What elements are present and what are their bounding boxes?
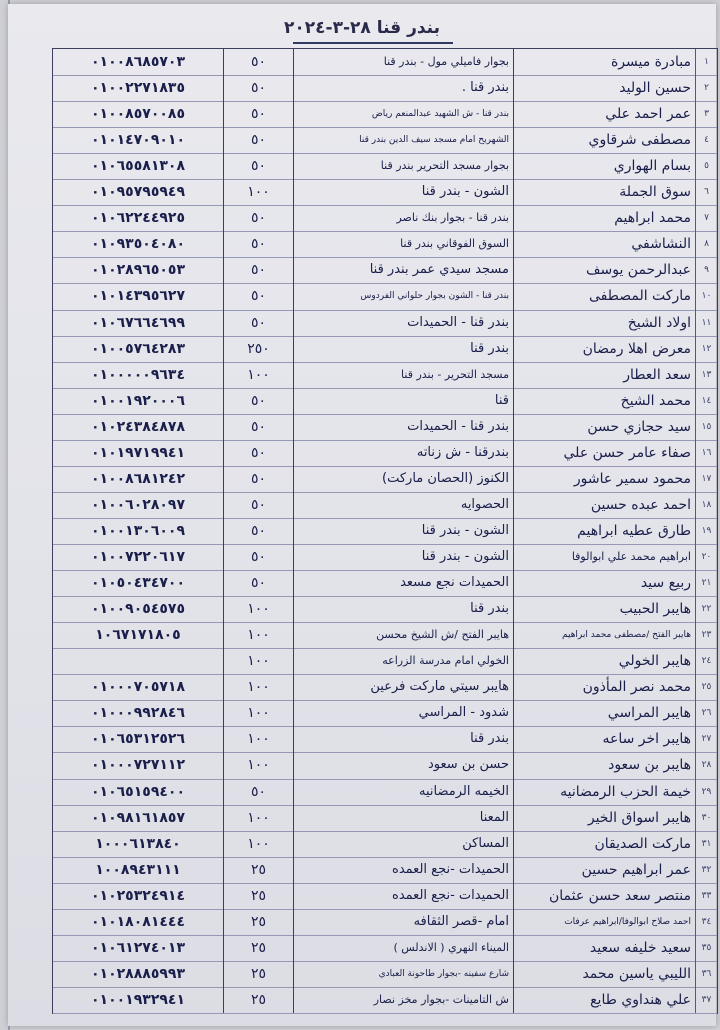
amount: ٥٠ <box>223 231 293 257</box>
amount: ٥٠ <box>223 518 293 544</box>
phone-number: ٠١٠١٨٠٨١٤٤٤ <box>91 913 185 930</box>
shop-name: منتصر سعد حسن عثمان <box>513 883 695 909</box>
row-number: ٢٠ <box>695 544 717 570</box>
phone-number: ٠١٠٠٠٧٢٧١١٢ <box>91 757 185 774</box>
amount: ٥٠ <box>223 570 293 596</box>
shop-name: ماركت الصديقان <box>513 831 695 857</box>
table-row <box>53 935 717 962</box>
amount: ٥٠ <box>223 544 293 570</box>
shop-name: هايبر الفتح /مصطفى محمد ابراهيم <box>513 622 695 648</box>
table-row <box>53 779 717 806</box>
table-row <box>53 205 717 232</box>
table-row <box>53 909 717 936</box>
shop-name: سعد العطار <box>513 362 695 388</box>
table-row <box>53 857 717 884</box>
phone-number: ١٠٠٨٩٤٣١١١ <box>95 861 181 878</box>
shop-name: ماركت المصطفى <box>513 283 695 309</box>
table-row <box>53 257 717 284</box>
shop-address: مسجد سيدي عمر بندر قنا <box>293 257 513 283</box>
shop-address: بندر قنا <box>293 596 513 622</box>
row-number: ١٣ <box>695 362 717 388</box>
amount: ١٠٠ <box>223 179 293 205</box>
amount: ١٠٠ <box>223 622 293 648</box>
shop-address: الحميدات نجع مسعد <box>293 570 513 596</box>
amount: ٥٠ <box>223 101 293 127</box>
table-row <box>53 362 717 389</box>
shop-name: هايبر الخولي <box>513 648 695 674</box>
shop-name: هايبر الحبيب <box>513 596 695 622</box>
amount: ٢٥ <box>223 883 293 909</box>
table-row <box>53 492 717 519</box>
shop-address: ش التامينات -بجوار مخز نصار <box>293 987 513 1013</box>
phone-number: ٠١٠٦٥٣١٢٥٢٦ <box>91 731 185 748</box>
table-row <box>53 805 717 832</box>
shop-address: بندر قنا - بجوار بنك ناصر <box>293 205 513 231</box>
shop-address: بندر قنا <box>293 726 513 752</box>
phone-number: ٠١٠٠٩٠٥٤٥٧٥ <box>91 601 185 618</box>
amount: ٥٠ <box>223 388 293 414</box>
shop-name: ربيع سيد <box>513 570 695 596</box>
table-row <box>53 700 717 727</box>
row-number: ١٧ <box>695 466 717 492</box>
phone-number: ٠١٠١٩٧١٩٩٤١ <box>91 444 185 461</box>
amount: ١٠٠ <box>223 674 293 700</box>
row-number: ٣٠ <box>695 805 717 831</box>
shop-name: هايبر المراسي <box>513 700 695 726</box>
amount: ٥٠ <box>223 75 293 101</box>
amount: ١٠٠ <box>223 726 293 752</box>
phone-number: ٠١٠٠٠٧٠٥٧١٨ <box>91 679 185 696</box>
shop-address: بجوار فاميلي مول - بندر قنا <box>293 49 513 75</box>
phone-number: ٠١٠٢٤٣٨٤٨٧٨ <box>91 418 185 435</box>
row-number: ٧ <box>695 205 717 231</box>
amount: ٢٥ <box>223 909 293 935</box>
amount: ٥٠ <box>223 492 293 518</box>
table-row <box>53 883 717 910</box>
phone-number <box>53 648 223 674</box>
table-row <box>53 674 717 701</box>
row-number: ٣٣ <box>695 883 717 909</box>
phone-number: ٠١٠٢٨٩٦٥٠٥٣ <box>91 262 185 279</box>
shop-address: بجوار مسجد التحرير بندر قنا <box>293 153 513 179</box>
amount: ٥٠ <box>223 310 293 336</box>
row-number: ٣١ <box>695 831 717 857</box>
table-row <box>53 127 717 154</box>
shop-name: اولاد الشيخ <box>513 310 695 336</box>
shop-address: هايبر الفتح /ش الشيخ محسن <box>293 622 513 648</box>
phone-number: ٠١٠٠١٣٠٦٠٠٩ <box>91 522 185 539</box>
shop-name: عمر احمد علي <box>513 101 695 127</box>
row-number: ١٦ <box>695 440 717 466</box>
table-row <box>53 310 717 337</box>
shop-name: معرض اهلا رمضان <box>513 336 695 362</box>
amount: ٢٥ <box>223 857 293 883</box>
shop-address: حسن بن سعود <box>293 752 513 778</box>
phone-number: ٠١٠٥٠٤٣٤٧٠٠ <box>91 575 185 592</box>
shop-name: مبادرة ميسرة <box>513 49 695 75</box>
shop-name: احمد عبده حسين <box>513 492 695 518</box>
row-number: ٨ <box>695 231 717 257</box>
table-row <box>53 570 717 597</box>
phone-number: ٠١٠٦٥١٥٩٤٠٠ <box>91 783 185 800</box>
phone-number: ١٠٠٠٦١٣٨٤٠ <box>95 835 181 852</box>
phone-number: ١٠٦٧١٧١٨٠٥ <box>95 627 181 644</box>
table-row <box>53 388 717 415</box>
table-row <box>53 75 717 102</box>
row-number: ٢٨ <box>695 752 717 778</box>
phone-number: ٠١٠٦٧٦٦٤٦٩٩ <box>91 314 185 331</box>
shop-address: الحصوايه <box>293 492 513 518</box>
amount: ٥٠ <box>223 779 293 805</box>
shop-name: خيمة الحزب الرمضانيه <box>513 779 695 805</box>
amount: ١٠٠ <box>223 752 293 778</box>
shop-address: الحميدات -نجع العمده <box>293 857 513 883</box>
shop-name: هايبر اسواق الخير <box>513 805 695 831</box>
amount: ٥٠ <box>223 283 293 309</box>
phone-number: ٠١٠٠١٩٣٢٩٤١ <box>91 991 185 1008</box>
shop-address: بندر قنا - الحميدات <box>293 310 513 336</box>
shop-name: هايبر بن سعود <box>513 752 695 778</box>
row-number: ٢٥ <box>695 674 717 700</box>
shop-address: المساكن <box>293 831 513 857</box>
phone-number: ٠١٠١٤٧٠٩٠١٠ <box>91 132 185 149</box>
amount: ١٠٠ <box>223 648 293 674</box>
shop-address: المعنا <box>293 805 513 831</box>
amount: ١٠٠ <box>223 805 293 831</box>
shop-address: مسجد التحرير - بندر قنا <box>293 362 513 388</box>
table-row <box>53 49 717 76</box>
table-row <box>53 414 717 441</box>
amount: ٥٠ <box>223 440 293 466</box>
shop-address: الشهريح امام مسجد سيف الدين بندر قنا <box>293 127 513 153</box>
table-row <box>53 752 717 779</box>
amount: ١٠٠ <box>223 596 293 622</box>
row-number: ٣٤ <box>695 909 717 935</box>
amount: ١٠٠ <box>223 831 293 857</box>
table-row <box>53 466 717 493</box>
shop-address: الميناء النهري ( الاندلس ) <box>293 935 513 961</box>
row-number: ٣ <box>695 101 717 127</box>
phone-number: ٠١٠٠٨٦٨١٢٤٢ <box>91 470 185 487</box>
shop-name: سوق الجملة <box>513 179 695 205</box>
phone-number: ٠١٠٠١٩٢٠٠٠٦ <box>91 392 185 409</box>
amount: ٥٠ <box>223 257 293 283</box>
shop-address: السوق الفوقاني بندر قنا <box>293 231 513 257</box>
table-row <box>53 440 717 467</box>
shop-address: الخيمه الرمضانيه <box>293 779 513 805</box>
table-row <box>53 648 717 675</box>
table-row <box>53 961 717 988</box>
shop-address: الشون - بندر قنا <box>293 518 513 544</box>
shop-name: عبدالرحمن يوسف <box>513 257 695 283</box>
shop-name: محمد الشيخ <box>513 388 695 414</box>
phone-number: ٠١٠٦٢٢٤٤٩٢٥ <box>91 210 185 227</box>
table-row <box>53 283 717 310</box>
row-number: ٢٢ <box>695 596 717 622</box>
shop-address: الخولي امام مدرسة الزراعه <box>293 648 513 674</box>
row-number: ١١ <box>695 310 717 336</box>
amount: ١٠٠ <box>223 362 293 388</box>
shop-address: امام -قصر الثقافه <box>293 909 513 935</box>
shop-name: مصطفى شرقاوي <box>513 127 695 153</box>
amount: ٢٥٠ <box>223 336 293 362</box>
shop-name: صفاء عامر حسن علي <box>513 440 695 466</box>
row-number: ٢٤ <box>695 648 717 674</box>
row-number: ٣٢ <box>695 857 717 883</box>
shop-name: النشاشفي <box>513 231 695 257</box>
shop-name: سعيد خليفه سعيد <box>513 935 695 961</box>
shop-address: الحميدات -نجع العمده <box>293 883 513 909</box>
table-row <box>53 153 717 180</box>
amount: ٥٠ <box>223 414 293 440</box>
row-number: ١٥ <box>695 414 717 440</box>
table-row <box>53 726 717 753</box>
table-row <box>53 101 717 128</box>
document-page <box>8 4 716 1026</box>
amount: ٥٠ <box>223 127 293 153</box>
row-number: ١٩ <box>695 518 717 544</box>
amount: ٥٠ <box>223 205 293 231</box>
row-number: ١ <box>695 49 717 75</box>
phone-number: ٠١٠٠٢٢٧١٨٣٥ <box>91 80 185 97</box>
amount: ٢٥ <box>223 987 293 1013</box>
shop-name: محمود سمير عاشور <box>513 466 695 492</box>
shop-name: بسام الهواري <box>513 153 695 179</box>
table-row <box>53 231 717 258</box>
phone-number: ٠١٠٠٧٢٢٠٦١٧ <box>91 549 185 566</box>
row-number: ٢٩ <box>695 779 717 805</box>
shop-name: عمر ابراهيم حسين <box>513 857 695 883</box>
shop-address: شدود - المراسي <box>293 700 513 726</box>
phone-number: ٠١٠٩٣٥٠٤٠٨٠ <box>91 236 185 253</box>
shop-address: بندر قنا - الحميدات <box>293 414 513 440</box>
row-number: ١٠ <box>695 283 717 309</box>
amount: ٢٥ <box>223 935 293 961</box>
phone-number: ٠١٠٠٠٩٩٢٨٤٦ <box>91 705 185 722</box>
shop-name: محمد نصر المأذون <box>513 674 695 700</box>
table-row <box>53 596 717 623</box>
shop-address: بندر قنا <box>293 336 513 362</box>
phone-number: ٠١٠٠٨٥٧٠٠٨٥ <box>91 106 185 123</box>
row-number: ٣٥ <box>695 935 717 961</box>
phone-number: ٠١٠٦٥٥٨١٣٠٨ <box>91 158 185 175</box>
table-row <box>53 622 717 649</box>
row-number: ٢٦ <box>695 700 717 726</box>
table-row <box>53 987 717 1014</box>
shop-name: محمد ابراهيم <box>513 205 695 231</box>
phone-number: ٠١٠٠٨٦٨٥٧٠٣ <box>91 54 185 70</box>
table-row <box>53 544 717 571</box>
row-number: ٩ <box>695 257 717 283</box>
shop-name: ابراهيم محمد علي ابوالوفا <box>513 544 695 570</box>
row-number: ٢٧ <box>695 726 717 752</box>
phone-number: ٠١٠٢٥٣٢٤٩١٤ <box>91 887 185 904</box>
shop-address: بندر قنا - ش الشهيد عبدالمنعم رياض <box>293 101 513 127</box>
row-number: ٦ <box>695 179 717 205</box>
row-number: ٤ <box>695 127 717 153</box>
amount: ٥٠ <box>223 466 293 492</box>
table-row <box>53 518 717 545</box>
row-number: ٣٦ <box>695 961 717 987</box>
phone-number: ٠١٠٩٨١٦١٨٥٧ <box>91 809 185 826</box>
shop-name: احمد صلاح ابوالوفا/ابراهيم عرفات <box>513 909 695 935</box>
amount: ٥٠ <box>223 49 293 75</box>
row-number: ٣٧ <box>695 987 717 1013</box>
table-row <box>53 831 717 858</box>
shop-name: هايبر اخر ساعه <box>513 726 695 752</box>
shop-address: هايبر سيتي ماركت فرعين <box>293 674 513 700</box>
amount: ١٠٠ <box>223 700 293 726</box>
row-number: ١٨ <box>695 492 717 518</box>
table-row <box>53 179 717 206</box>
row-number: ١٢ <box>695 336 717 362</box>
title-underline <box>293 42 453 44</box>
shop-address: شارع سفينه -بجوار طاحونة العبادي <box>293 961 513 987</box>
phone-number: ٠١٠٠٥٧٦٤٢٨٣ <box>91 340 185 357</box>
records-table <box>52 48 718 1014</box>
row-number: ٥ <box>695 153 717 179</box>
shop-address: بندر قنا - الشون بجوار حلواني الفردوس <box>293 283 513 309</box>
amount: ٢٥ <box>223 961 293 987</box>
row-number: ٢ <box>695 75 717 101</box>
shop-address: الشون - بندر قنا <box>293 544 513 570</box>
amount: ٥٠ <box>223 153 293 179</box>
phone-number: ٠١٠٩٥٧٩٥٩٤٩ <box>91 184 185 201</box>
phone-number: ٠١٠٦١٢٧٤٠١٣ <box>91 939 185 956</box>
shop-name: الليبي ياسين محمد <box>513 961 695 987</box>
row-number: ٢٣ <box>695 622 717 648</box>
shop-name: علي هنداوي طايع <box>513 987 695 1013</box>
shop-name: طارق عطيه ابراهيم <box>513 518 695 544</box>
table-row <box>53 336 717 363</box>
document-title: بندر قنا ٢٨-٣-٢٠٢٤ <box>283 18 441 38</box>
shop-address: الكنوز (الحصان ماركت) <box>293 466 513 492</box>
phone-number: ٠١٠٠٠٠٠٩٦٣٤ <box>91 366 185 383</box>
shop-name: سيد حجازي حسن <box>513 414 695 440</box>
row-number: ٢١ <box>695 570 717 596</box>
shop-address: بندر قنا . <box>293 75 513 101</box>
phone-number: ٠١٠٠٦٠٢٨٠٩٧ <box>91 496 185 513</box>
shop-address: الشون - بندر قنا <box>293 179 513 205</box>
shop-address: بندرقنا - ش زناته <box>293 440 513 466</box>
row-number: ١٤ <box>695 388 717 414</box>
shop-name: حسين الوليد <box>513 75 695 101</box>
phone-number: ٠١٠٢٨٨٨٥٩٩٣ <box>91 965 185 982</box>
phone-number: ٠١٠١٤٣٩٥٦٢٧ <box>91 288 185 305</box>
shop-address: قنا <box>293 388 513 414</box>
